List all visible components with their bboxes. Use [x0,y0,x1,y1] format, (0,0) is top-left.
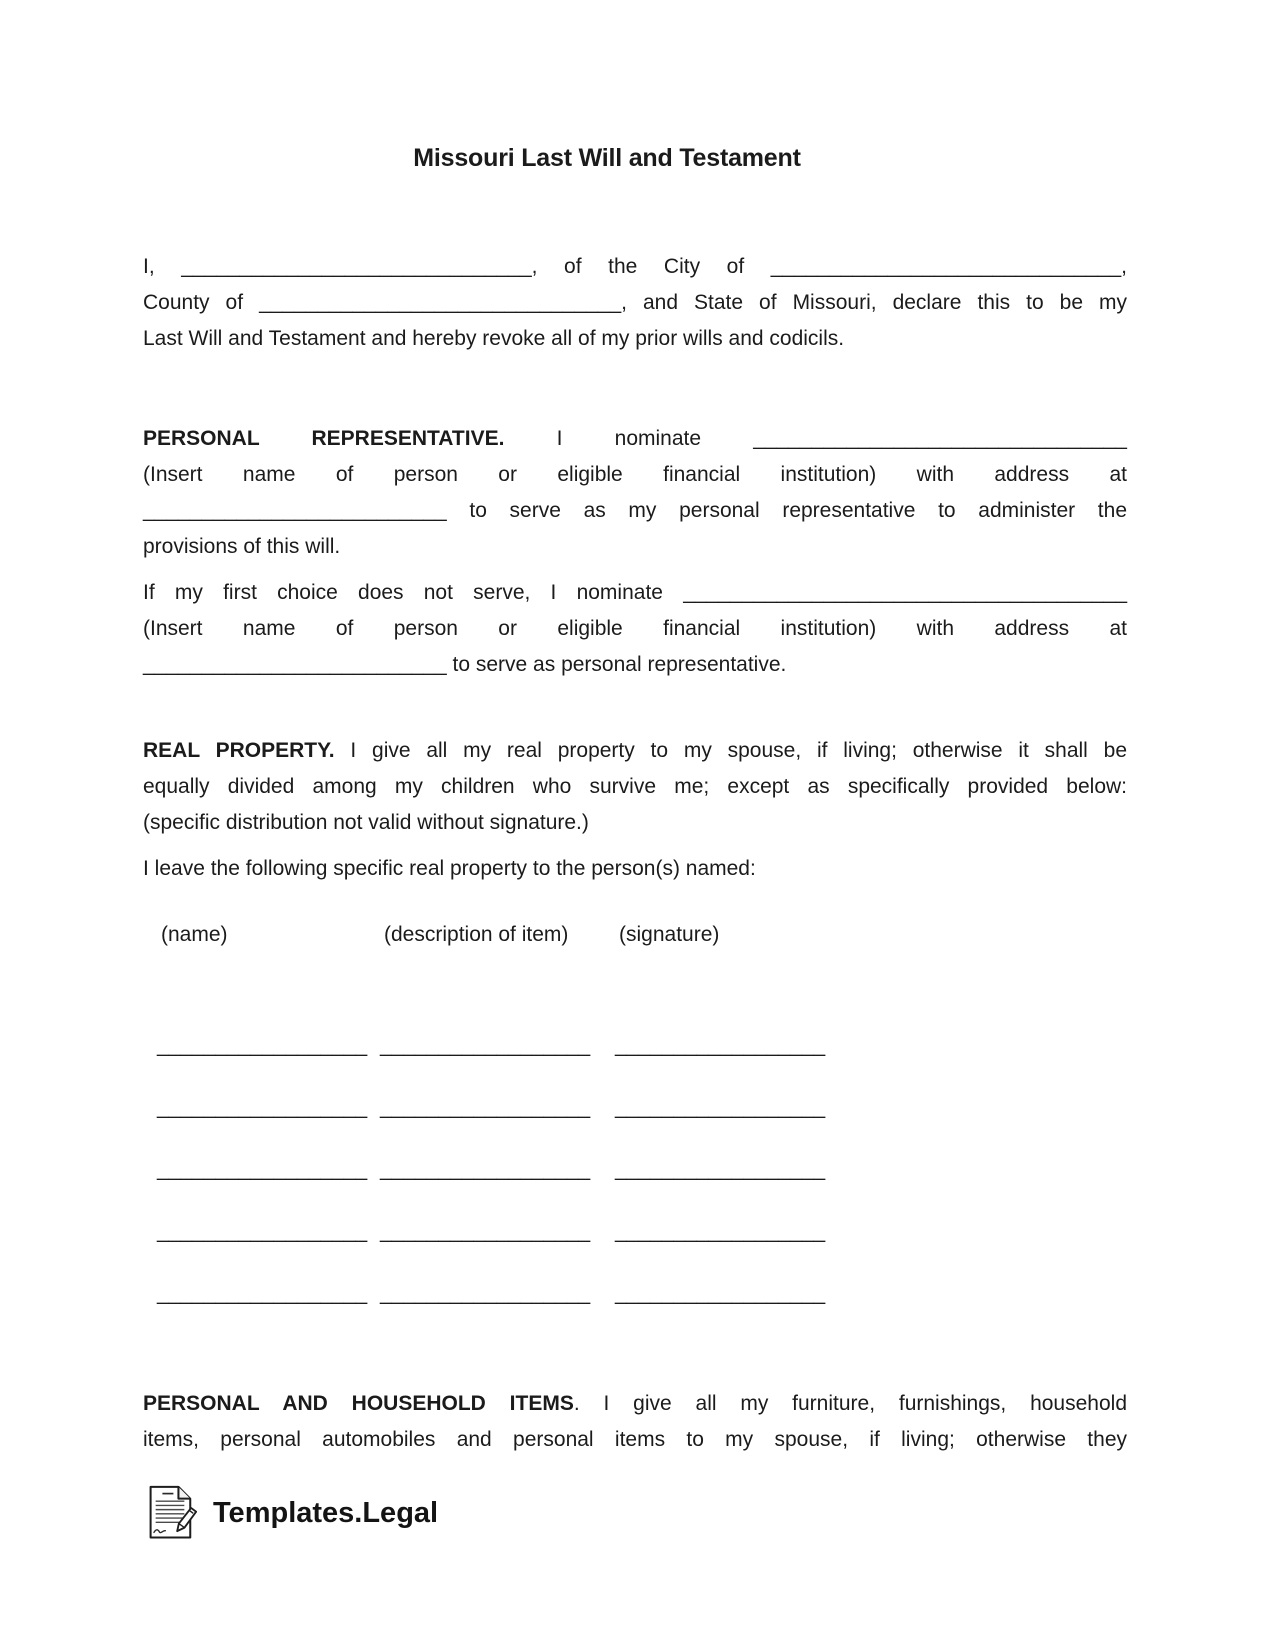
column-header-signature: (signature) [619,923,720,946]
description-entry-blank: __________________ [380,1158,591,1181]
alternate-nominee-blank-line: ______________________________________ [683,581,1127,604]
distribution-table-header [143,917,1127,953]
description-entry-blank: __________________ [380,1096,591,1119]
opening-line-1 [143,249,1127,285]
pr2-line-3 [143,647,1127,683]
table-row [143,1090,1127,1126]
personal-representative-paragraph-1 [143,421,1127,565]
nominee-blank-line: ________________________________ [753,427,1127,450]
rp-line-2: equally divided among my children who survive me; except as specifically provided below: [143,775,1127,798]
opening-text: County of [143,291,244,314]
pr-line-1 [143,421,1127,457]
signature-entry-blank: __________________ [615,1034,826,1057]
document-content [143,0,1127,1543]
personal-representative-paragraph-2 [143,575,1127,683]
opening-text: , and State of Missouri, declare this to be my [621,291,1127,314]
pr-text: I nominate [556,427,702,450]
household-items-paragraph [143,1386,1127,1458]
pr-line-3 [143,493,1127,529]
signature-entry-blank: __________________ [615,1282,826,1305]
section-heading-personal-representative: PERSONAL REPRESENTATIVE. [143,427,505,450]
opening-line-2 [143,285,1127,321]
pr2-line-2: (Insert name of person or eligible financial institution) with address at [143,617,1127,640]
city-blank-line: ______________________________ [770,255,1122,278]
pr-text: to serve as my personal representative to administer the [469,499,1128,522]
table-row [143,1152,1127,1188]
opening-text: , of the City of [531,255,745,278]
table-row [143,1028,1127,1064]
page-title: Missouri Last Will and Testament [413,144,801,172]
name-entry-blank: __________________ [157,1220,368,1243]
column-header-name: (name) [161,923,228,946]
hh-line-1 [143,1386,1127,1422]
description-entry-blank: __________________ [380,1220,591,1243]
brand-wordmark: Templates.Legal [213,1497,439,1529]
document-pencil-icon [143,1483,197,1543]
opening-text: , [1121,255,1127,278]
pr-text: to serve as personal representative. [452,653,787,676]
name-entry-blank: __________________ [157,1282,368,1305]
hh-text: . I give all my furniture, furnishings, household [573,1392,1127,1415]
address-blank-line: __________________________ [143,499,447,522]
real-property-lead-in: I leave the following specific real property to the person(s) named: [143,857,756,880]
address-blank-line: __________________________ [143,653,447,676]
section-heading-real-property: REAL PROPERTY. [143,739,335,762]
pr-text: If my first choice does not serve, I nominate [143,581,663,604]
opening-paragraph [143,249,1127,357]
opening-line-3: Last Will and Testament and hereby revoke all of my prior wills and codicils. [143,327,845,350]
signature-entry-blank: __________________ [615,1220,826,1243]
pr2-line-1 [143,575,1127,611]
name-entry-blank: __________________ [157,1034,368,1057]
rp-line-1 [143,733,1127,769]
pr-line-2: (Insert name of person or eligible financial institution) with address at [143,463,1127,486]
name-blank-line: ______________________________ [181,255,532,278]
pr-line-4: provisions of this will. [143,535,341,558]
opening-text: I, [143,255,155,278]
county-blank-line: _______________________________ [259,291,622,314]
section-heading-household-items: PERSONAL AND HOUSEHOLD ITEMS [143,1392,574,1415]
name-entry-blank: __________________ [157,1096,368,1119]
signature-entry-blank: __________________ [615,1096,826,1119]
footer-brand [143,1483,1127,1543]
table-row [143,1276,1127,1312]
signature-entry-blank: __________________ [615,1158,826,1181]
rp-line-3: (specific distribution not valid without signature.) [143,811,589,834]
real-property-paragraph [143,733,1127,841]
rp-text: I give all my real property to my spouse, if living; otherwise it shall be [350,739,1127,762]
description-entry-blank: __________________ [380,1282,591,1305]
description-entry-blank: __________________ [380,1034,591,1057]
hh-line-2: items, personal automobiles and personal items to my spouse, if living; otherwise they [143,1428,1127,1451]
table-row [143,1214,1127,1250]
column-header-description: (description of item) [384,923,569,946]
name-entry-blank: __________________ [157,1158,368,1181]
